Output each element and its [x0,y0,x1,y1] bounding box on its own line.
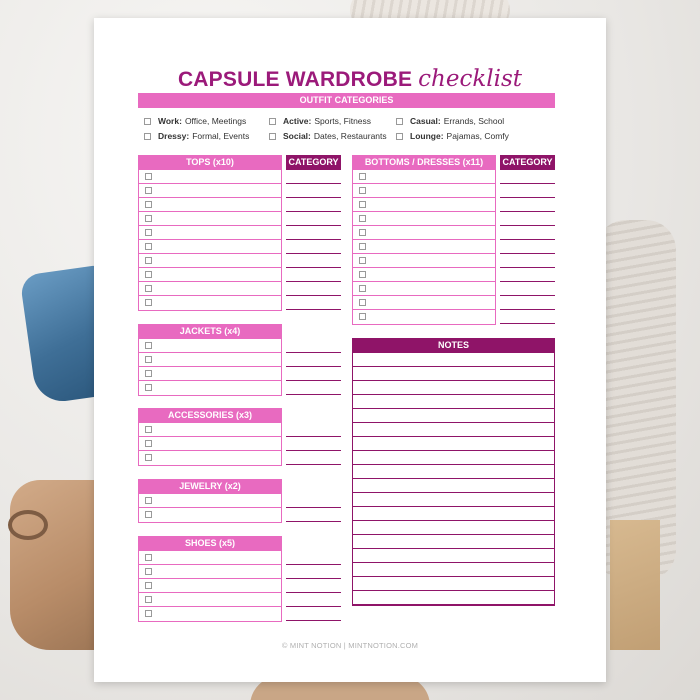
checklist-row[interactable] [139,381,281,395]
notes-line[interactable] [353,353,554,367]
outfit-name: Lounge: [410,131,444,141]
checkbox-icon[interactable] [145,497,152,504]
checklist-row[interactable] [139,170,281,184]
bottoms-category-column [500,155,555,324]
category-lines [286,423,341,465]
checkbox-icon[interactable] [145,257,152,264]
notes-line[interactable] [353,465,554,479]
category-line[interactable] [286,170,341,184]
checkbox-icon[interactable] [269,118,276,125]
category-line[interactable] [286,367,341,381]
checklist-row[interactable] [353,226,495,240]
notes-line[interactable] [353,549,554,563]
checklist-row[interactable] [139,254,281,268]
category-line[interactable] [286,226,341,240]
category-heading: CATEGORY [500,155,555,170]
checkbox-icon[interactable] [145,384,152,391]
category-line[interactable] [286,339,341,353]
tops-section [138,155,282,311]
checklist-row[interactable] [353,212,495,226]
notes-line[interactable] [353,451,554,465]
checkbox-icon[interactable] [145,582,152,589]
checklist-row[interactable] [139,508,281,522]
outfit-work[interactable] [144,116,246,126]
accessories-rows [138,423,282,466]
checklist-row[interactable] [139,494,281,508]
category-line[interactable] [500,296,555,310]
checklist-row[interactable] [139,282,281,296]
checkbox-icon[interactable] [396,133,403,140]
checklist-row[interactable] [139,593,281,607]
outfit-lounge[interactable] [396,131,509,141]
jewelry-rows [138,494,282,523]
category-line[interactable] [286,607,341,621]
jewelry-category-column [286,494,341,522]
outfit-desc: Formal, Events [192,131,250,141]
tops-category-column [286,155,341,310]
checkbox-icon[interactable] [359,271,366,278]
category-line[interactable] [286,423,341,437]
category-line[interactable] [500,170,555,184]
outfit-name: Work: [158,116,182,126]
category-line[interactable] [500,268,555,282]
category-line[interactable] [286,184,341,198]
checkbox-icon[interactable] [145,271,152,278]
outfit-name: Active: [283,116,312,126]
checkbox-icon[interactable] [145,370,152,377]
notes-line[interactable] [353,395,554,409]
checkbox-icon[interactable] [145,596,152,603]
notes-line[interactable] [353,423,554,437]
category-line[interactable] [500,184,555,198]
outfit-desc: Errands, School [443,116,505,126]
checklist-row[interactable] [353,184,495,198]
checklist-row[interactable] [353,268,495,282]
category-line[interactable] [286,212,341,226]
jackets-section [138,324,282,396]
checkbox-icon[interactable] [145,285,152,292]
bottoms-rows [352,170,496,325]
jackets-category-column [286,339,341,395]
checkbox-icon[interactable] [359,285,366,292]
notes-line[interactable] [353,367,554,381]
category-heading: CATEGORY [286,155,341,170]
notes-line[interactable] [353,591,554,605]
category-line[interactable] [500,226,555,240]
category-line[interactable] [286,593,341,607]
accessories-heading: ACCESSORIES (x3) [138,408,282,423]
outfit-desc: Pajamas, Comfy [446,131,509,141]
category-lines [500,170,555,324]
accessories-section [138,408,282,466]
category-lines [286,551,341,621]
category-line[interactable] [286,508,341,522]
checkbox-icon[interactable] [359,201,366,208]
checkbox-icon[interactable] [145,356,152,363]
notes-line[interactable] [353,521,554,535]
checklist-row[interactable] [353,310,495,324]
checkbox-icon[interactable] [145,454,152,461]
category-line[interactable] [500,198,555,212]
checkbox-icon[interactable] [396,118,403,125]
category-line[interactable] [500,212,555,226]
checkbox-icon[interactable] [144,118,151,125]
outfit-active[interactable] [269,116,371,126]
category-line[interactable] [286,240,341,254]
category-line[interactable] [500,310,555,324]
category-line[interactable] [286,494,341,508]
checkbox-icon[interactable] [359,313,366,320]
cardboard-box-image [610,520,660,650]
checklist-row[interactable] [139,198,281,212]
checklist-row[interactable] [353,240,495,254]
footer-credit: © MINT NOTION | MINTNOTION.COM [281,641,419,650]
checklist-row[interactable] [353,254,495,268]
notes-line[interactable] [353,479,554,493]
notes-line[interactable] [353,535,554,549]
checkbox-icon[interactable] [269,133,276,140]
checklist-row[interactable] [139,240,281,254]
checkbox-icon[interactable] [359,299,366,306]
checkbox-icon[interactable] [145,243,152,250]
notes-rows[interactable] [352,353,555,606]
checkbox-icon[interactable] [359,243,366,250]
category-line[interactable] [286,353,341,367]
title-main: CAPSULE WARDROBE [177,68,413,91]
checkbox-icon[interactable] [359,229,366,236]
checkbox-icon[interactable] [145,610,152,617]
category-line[interactable] [500,254,555,268]
shoes-category-column [286,551,341,621]
jewelry-section [138,479,282,523]
checkbox-icon[interactable] [145,440,152,447]
checkbox-icon[interactable] [145,554,152,561]
checklist-row[interactable] [139,184,281,198]
jewelry-heading: JEWELRY (x2) [138,479,282,494]
notes-line[interactable] [353,409,554,423]
outfit-desc: Sports, Fitness [314,116,372,126]
checklist-row[interactable] [139,353,281,367]
checklist-row[interactable] [139,339,281,353]
category-line[interactable] [286,551,341,565]
checklist-row[interactable] [139,451,281,465]
checklist-row[interactable] [353,296,495,310]
outfit-categories-list [144,116,554,146]
category-line[interactable] [286,282,341,296]
category-line[interactable] [286,579,341,593]
notes-line[interactable] [353,493,554,507]
bottoms-heading: BOTTOMS / DRESSES (x11) [352,155,496,170]
category-line[interactable] [286,437,341,451]
checkbox-icon[interactable] [144,133,151,140]
notes-line[interactable] [353,577,554,591]
shoes-heading: SHOES (x5) [138,536,282,551]
checkbox-icon[interactable] [145,229,152,236]
shoes-section [138,536,282,622]
checkbox-icon[interactable] [145,173,152,180]
checkbox-icon[interactable] [145,187,152,194]
category-lines [286,170,341,310]
jackets-heading: JACKETS (x4) [138,324,282,339]
checklist-row[interactable] [139,579,281,593]
tops-heading: TOPS (x10) [138,155,282,170]
checklist-row[interactable] [139,226,281,240]
tops-rows [138,170,282,311]
notes-section [352,338,555,606]
checklist-row[interactable] [353,198,495,212]
category-line[interactable] [286,451,341,465]
checkbox-icon[interactable] [145,511,152,518]
checkbox-icon[interactable] [359,187,366,194]
category-line[interactable] [286,565,341,579]
category-line[interactable] [286,198,341,212]
outfit-desc: Dates, Restaurants [313,131,387,141]
checkbox-icon[interactable] [359,257,366,264]
checklist-row[interactable] [139,296,281,310]
checklist-row[interactable] [139,367,281,381]
jackets-rows [138,339,282,396]
checklist-row[interactable] [139,268,281,282]
accessories-category-column [286,423,341,465]
checkbox-icon[interactable] [359,215,366,222]
category-lines [286,339,341,395]
outfit-name: Dressy: [158,131,190,141]
outfit-social[interactable] [269,131,387,141]
checklist-row[interactable] [139,565,281,579]
outfit-name: Casual: [410,116,441,126]
category-line[interactable] [286,296,341,310]
checklist-row[interactable] [139,551,281,565]
outfit-name: Social: [283,131,311,141]
category-line[interactable] [286,268,341,282]
checklist-row[interactable] [353,170,495,184]
notes-line[interactable] [353,507,554,521]
checkbox-icon[interactable] [145,299,152,306]
page-title [94,66,606,92]
checkbox-icon[interactable] [145,568,152,575]
notes-line[interactable] [353,381,554,395]
notes-heading: NOTES [352,338,555,353]
outfit-dressy[interactable] [144,131,249,141]
notes-line[interactable] [353,437,554,451]
category-line[interactable] [286,381,341,395]
checklist-row[interactable] [139,607,281,621]
checkbox-icon[interactable] [145,201,152,208]
checkbox-icon[interactable] [145,426,152,433]
bottoms-section [352,155,496,325]
checkbox-icon[interactable] [145,215,152,222]
checkbox-icon[interactable] [145,342,152,349]
checklist-row[interactable] [139,212,281,226]
notes-line[interactable] [353,563,554,577]
category-line[interactable] [500,282,555,296]
title-script: checklist [418,66,523,92]
category-line[interactable] [286,254,341,268]
checklist-row[interactable] [139,423,281,437]
shoes-rows [138,551,282,622]
outfit-categories-heading: OUTFIT CATEGORIES [138,93,555,108]
category-line[interactable] [500,240,555,254]
checklist-page [94,18,606,682]
checklist-row[interactable] [353,282,495,296]
checkbox-icon[interactable] [359,173,366,180]
bag-strap-image [8,510,48,540]
category-lines [286,494,341,522]
outfit-desc: Office, Meetings [184,116,247,126]
checklist-row[interactable] [139,437,281,451]
outfit-casual[interactable] [396,116,504,126]
